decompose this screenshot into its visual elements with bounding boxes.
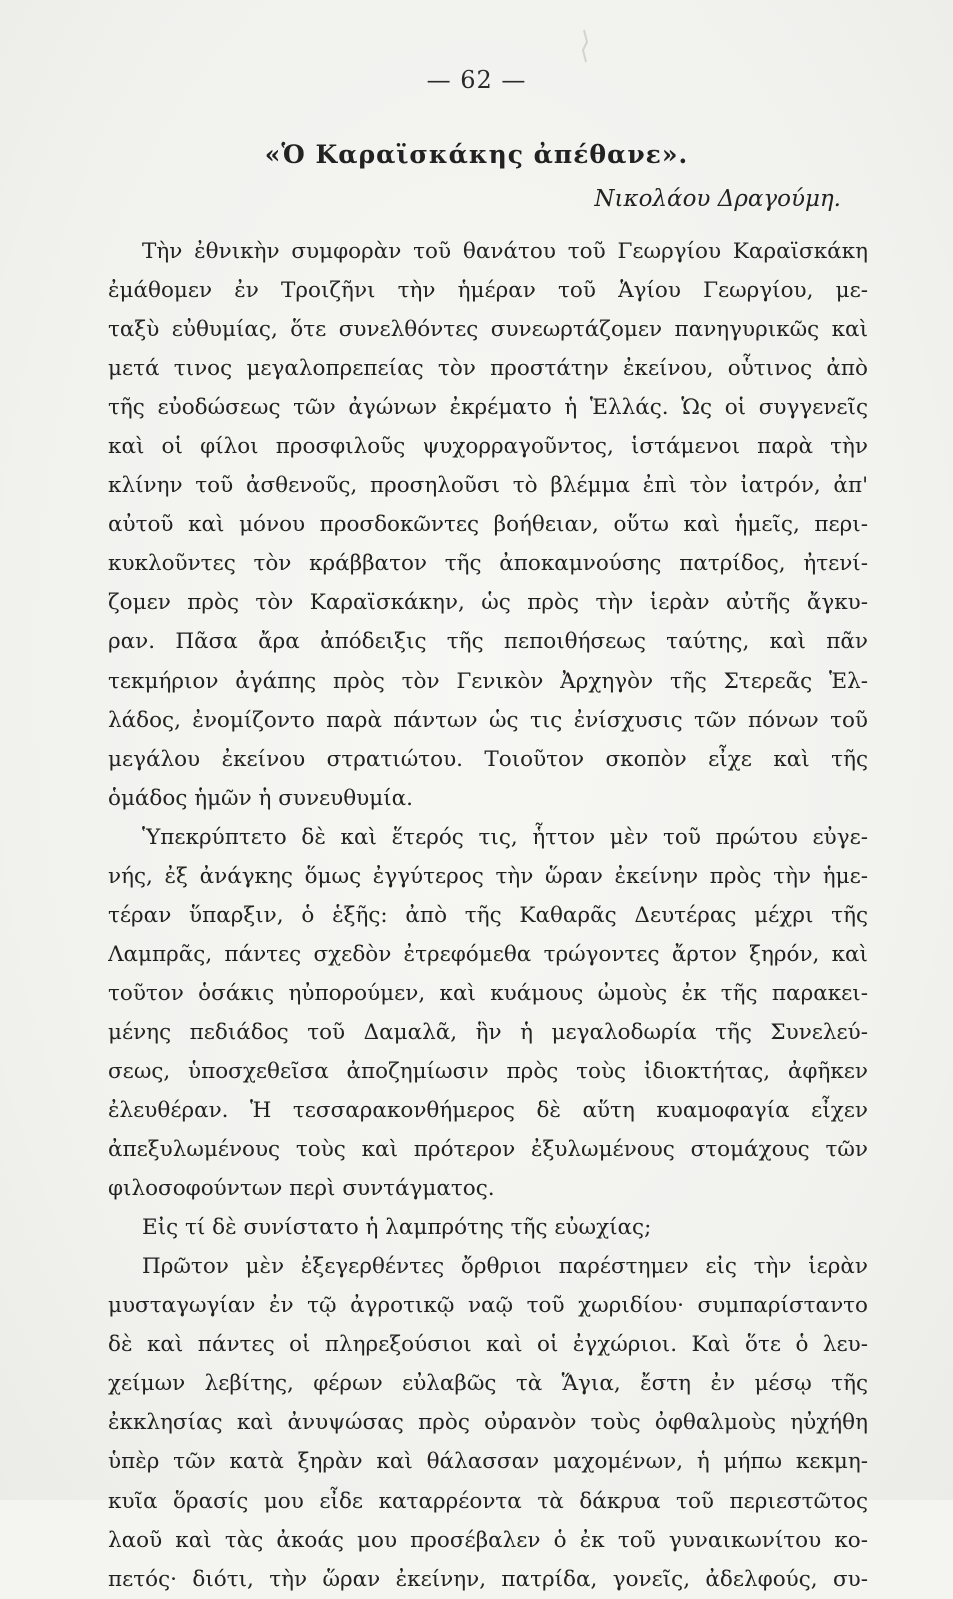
text-line: ταξὺ εὐθυμίας, ὅτε συνελθόντες συνεωρτάζομεν πανηγυρικῶς καὶ	[108, 317, 868, 343]
text-line: σεως, ὑποσχεθεῖσα ἀποζημίωσιν πρὸς τοὺς ἰδιοκτήτας, ἀφῆκεν	[108, 1058, 868, 1084]
chapter-title: «Ὁ Καραϊσκάκης ἀπέθανε».	[264, 140, 689, 169]
text-line: ὁμάδος ἡμῶν ἡ συνευθυμία.	[108, 785, 413, 811]
text-line: τοῦτον ὁσάκις ηὐπορούμεν, καὶ κυάμους ὠμοὺς ἐκ τῆς παρακει-	[108, 980, 868, 1006]
author-name: Νικολάου Δραγούμη.	[594, 186, 841, 212]
text-line: κυῖα ὅρασίς μου εἶδε καταρρέοντα τὰ δάκρυα τοῦ περιεστῶτος	[108, 1488, 868, 1514]
text-line: Ὑπεκρύπτετο δὲ καὶ ἕτερός τις, ἧττον μὲν τοῦ πρώτου εὐγε-	[142, 824, 868, 850]
text-line: Εἰς τί δὲ συνίστατο ἡ λαμπρότης τῆς εὐωχίας;	[142, 1215, 652, 1241]
text-line: λαοῦ καὶ τὰς ἀκοάς μου προσέβαλεν ὁ ἐκ τοῦ γυναικωνίτου κο-	[108, 1527, 868, 1553]
text-line: ὑπὲρ τῶν κατὰ ξηρὰν καὶ θάλασσαν μαχομένων, ἡ μήπω κεκμη-	[108, 1449, 868, 1475]
text-line: μεγάλου ἐκείνου στρατιώτου. Τοιοῦτον σκοπὸν εἶχε καὶ τῆς	[108, 746, 868, 772]
text-line: ἐκκλησίας καὶ ἀνυψώσας πρὸς οὐρανὸν τοὺς ὀφθαλμοὺς ηὐχήθη	[108, 1410, 868, 1436]
text-line: Πρῶτον μὲν ἐξεγερθέντες ὄρθριοι παρέστημεν εἰς τὴν ἱερὰν	[142, 1254, 868, 1280]
text-line: ἐμάθομεν ἐν Τροιζῆνι τὴν ἡμέραν τοῦ Ἁγίου Γεωργίου, με-	[108, 278, 868, 304]
text-line: χείμων λεβίτης, φέρων εὐλαβῶς τὰ Ἅγια, ἔστη ἐν μέσῳ τῆς	[108, 1371, 868, 1397]
text-line: μετά τινος μεγαλοπρεπείας τὸν προστάτην ἐκείνου, οὗτινος ἀπὸ	[108, 356, 868, 382]
text-line: καὶ οἱ φίλοι προσφιλοῦς ψυχορραγοῦντος, ἱστάμενοι παρὰ τὴν	[108, 434, 868, 460]
text-line: λάδος, ἐνομίζοντο παρὰ πάντων ὡς τις ἐνίσχυσις τῶν πόνων τοῦ	[108, 707, 868, 733]
text-line: ραν. Πᾶσα ἄρα ἀπόδειξις τῆς πεποιθήσεως ταύτης, καὶ πᾶν	[108, 629, 868, 655]
text-line: ἀπεξυλωμένους τοὺς καὶ πρότερον ἐξυλωμένους στομάχους τῶν	[108, 1137, 868, 1163]
text-line: τέραν ὕπαρξιν, ὁ ἑξῆς: ἀπὸ τῆς Καθαρᾶς Δευτέρας μέχρι τῆς	[108, 902, 868, 928]
text-line: κυκλοῦντες τὸν κράββατον τῆς ἀποκαμνούσης πατρίδος, ἠτενί-	[108, 551, 868, 577]
text-line: Λαμπρᾶς, πάντες σχεδὸν ἐτρεφόμεθα τρώγοντες ἄρτον ξηρόν, καὶ	[108, 941, 868, 967]
text-line: αὐτοῦ καὶ μόνου προσδοκῶντες βοήθειαν, οὕτω καὶ ἡμεῖς, περι-	[108, 512, 868, 538]
text-line: Τὴν ἐθνικὴν συμφορὰν τοῦ θανάτου τοῦ Γεωργίου Καραϊσκάκη	[142, 239, 868, 264]
text-line: φιλοσοφούντων περὶ συντάγματος.	[108, 1176, 495, 1202]
text-line: ζομεν πρὸς τὸν Καραϊσκάκην, ὡς πρὸς τὴν ἱερὰν αὐτῆς ἄγκυ-	[108, 590, 868, 616]
text-line: τῆς εὐοδώσεως τῶν ἀγώνων ἐκρέματο ἡ Ἑλλάς. Ὡς οἱ συγγενεῖς	[108, 395, 868, 421]
page-number: — 62 —	[426, 66, 527, 94]
text-line: μυσταγωγίαν ἐν τῷ ἀγροτικῷ ναῷ τοῦ χωριδίου· συμπαρίσταντο	[108, 1293, 868, 1319]
text-line: δὲ καὶ πάντες οἱ πληρεξούσιοι καὶ οἱ ἐγχώριοι. Καὶ ὅτε ὁ λευ-	[108, 1332, 868, 1358]
text-line: νής, ἐξ ἀνάγκης ὅμως ἐγγύτερος τὴν ὥραν ἐκείνην πρὸς τὴν ἡμε-	[108, 863, 868, 889]
text-line: κλίνην τοῦ ἀσθενοῦς, προσηλοῦσι τὸ βλέμμα ἐπὶ τὸν ἰατρόν, ἀπ'	[108, 473, 868, 499]
text-line: πετός· διότι, τὴν ὥραν ἐκείνην, πατρίδα, γονεῖς, ἀδελφούς, συ-	[108, 1566, 868, 1592]
body-text	[108, 232, 868, 1599]
text-line: τεκμήριον ἀγάπης πρὸς τὸν Γενικὸν Ἀρχηγὸν τῆς Στερεᾶς Ἑλ-	[108, 668, 868, 694]
text-line: ἐλευθέραν. Ἡ τεσσαρακονθήμερος δὲ αὕτη κυαμοφαγία εἶχεν	[108, 1098, 868, 1124]
ink-mark-icon	[574, 28, 594, 64]
text-line: μένης πεδιάδος τοῦ Δαμαλᾶ, ἣν ἡ μεγαλοδωρία τῆς Συνελεύ-	[108, 1019, 868, 1045]
